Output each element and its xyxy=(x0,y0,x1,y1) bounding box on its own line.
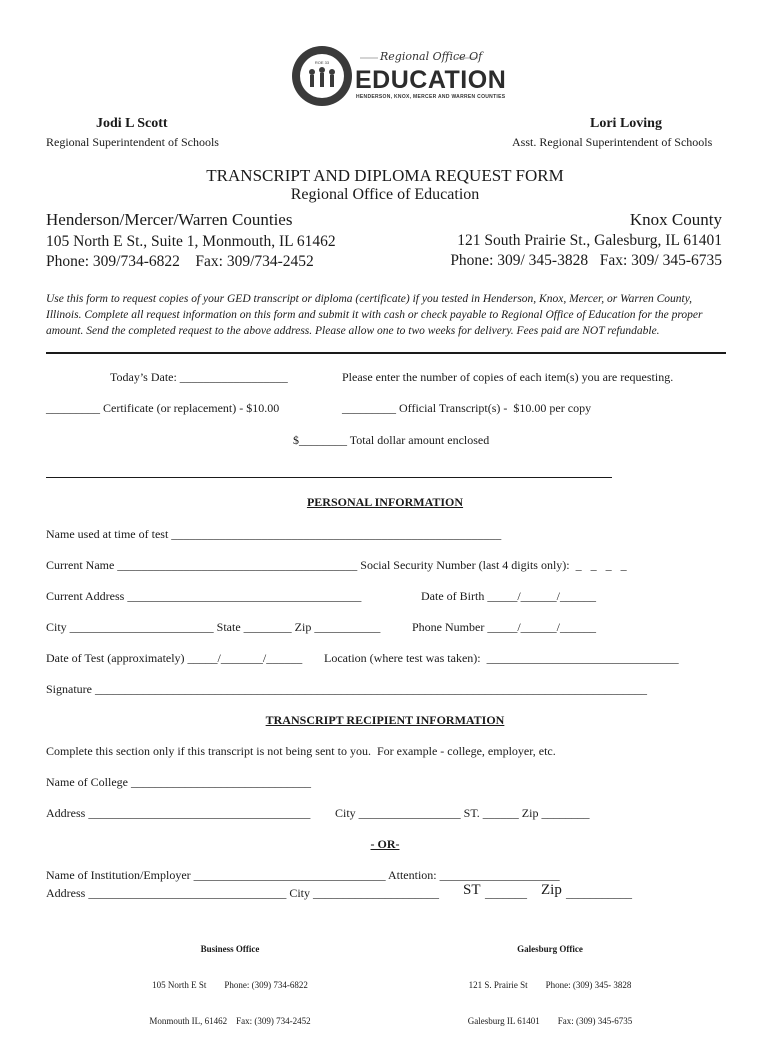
institution-zip-label: Zip xyxy=(541,882,562,898)
divider xyxy=(46,477,612,478)
footer-business-line1: 105 North E St Phone: (309) 734-6822 xyxy=(152,980,308,990)
footer-business-line2: Monmouth IL, 61462 Fax: (309) 734-2452 xyxy=(149,1016,311,1026)
institution-attention-field[interactable]: Name of Institution/Employer ________________________________ Attention: ____________________ xyxy=(46,868,560,882)
superintendent-title: Regional Superintendent of Schools xyxy=(46,135,219,149)
asst-superintendent-title: Asst. Regional Superintendent of Schools xyxy=(512,135,713,149)
superintendent-name: Jodi L Scott xyxy=(96,116,168,131)
footer-galesburg-heading: Galesburg Office xyxy=(517,944,583,954)
city-state-zip-field[interactable]: City ________________________ State ________ Zip ___________ xyxy=(46,620,381,634)
institution-st-field[interactable]: _______ xyxy=(485,886,527,900)
office-right-phone: Phone: 309/ 345-3828 Fax: 309/ 345-6735 xyxy=(450,252,722,269)
footer-galesburg-office xyxy=(440,919,660,1039)
divider xyxy=(46,352,726,354)
logo-subtitle: HENDERSON, KNOX, MERCER AND WARREN COUNTIES xyxy=(356,94,506,100)
college-city-st-zip-field[interactable]: City _________________ ST. ______ Zip ________ xyxy=(335,806,590,820)
instructions-paragraph: Use this form to request copies of your GED transcript or diploma (certificate) if you tested in Henderson, Knox, Mercer, or Warren County, Illinois. Complete all request information on this form and submit it with cash or check payable to Regional Office of Education for the proper amount. Send the completed request to the above address. Please allow one to two weeks for delivery. Fees paid are NOT refundable. xyxy=(46,293,703,337)
name-at-test-field[interactable]: Name used at time of test _______________________________________________________ xyxy=(46,527,502,541)
copies-note: Please enter the number of copies of each item(s) you are requesting. xyxy=(342,370,674,384)
phone-number-field[interactable]: Phone Number _____/______/______ xyxy=(412,620,596,634)
svg-text:ROE 33: ROE 33 xyxy=(314,60,330,65)
footer-galesburg-line1: 121 S. Prairie St Phone: (309) 345- 3828 xyxy=(468,980,632,990)
personal-info-heading: PERSONAL INFORMATION xyxy=(306,495,464,509)
recipient-note: Complete this section only if this transcript is not being sent to you. For example - college, employer, etc. xyxy=(46,744,556,758)
todays-date-field[interactable]: Today’s Date: __________________ xyxy=(110,370,288,384)
asst-superintendent-name: Lori Loving xyxy=(590,116,662,131)
form-subtitle: Regional Office of Education xyxy=(290,186,480,203)
college-address-field[interactable]: Address _____________________________________ xyxy=(46,806,311,820)
institution-zip-field[interactable]: ___________ xyxy=(566,886,632,900)
date-of-test-field[interactable]: Date of Test (approximately) _____/_______/______ xyxy=(46,651,303,665)
institution-address-city-field[interactable]: Address _________________________________ City _____________________ xyxy=(46,886,439,900)
transcript-copies-field[interactable]: _________ Official Transcript(s) - $10.00 per copy xyxy=(342,401,592,415)
office-right-name: Knox County xyxy=(629,210,722,229)
or-separator: - OR- xyxy=(370,837,400,851)
date-of-birth-field[interactable]: Date of Birth _____/______/______ xyxy=(421,589,596,603)
footer-business-heading: Business Office xyxy=(200,944,260,954)
total-amount-field[interactable]: $________ Total dollar amount enclosed xyxy=(293,433,490,447)
recipient-info-heading: TRANSCRIPT RECIPIENT INFORMATION xyxy=(265,713,505,727)
current-name-ssn-field[interactable]: Current Name ________________________________________ Social Security Number (last 4 digits only): _ _ _ _ xyxy=(46,558,627,572)
office-left-name: Henderson/Mercer/Warren Counties xyxy=(46,210,293,229)
college-name-field[interactable]: Name of College ______________________________ xyxy=(46,775,311,789)
form-title: TRANSCRIPT AND DIPLOMA REQUEST FORM xyxy=(206,166,564,185)
logo-script-text: Regional Office Of xyxy=(380,50,483,63)
institution-st-label: ST xyxy=(463,882,481,898)
logo-wordmark: EDUCATION xyxy=(355,66,507,94)
signature-field[interactable]: Signature ____________________________________________________________________________________________ xyxy=(46,682,647,696)
footer-galesburg-line2: Galesburg IL 61401 Fax: (309) 345-6735 xyxy=(467,1016,633,1026)
current-address-field[interactable]: Current Address _______________________________________ xyxy=(46,589,362,603)
footer-business-office xyxy=(130,919,330,1039)
office-left-address: 105 North E St., Suite 1, Monmouth, IL 61462 xyxy=(46,233,336,250)
office-right-address: 121 South Prairie St., Galesburg, IL 61401 xyxy=(457,232,722,249)
certificate-copies-field[interactable]: _________ Certificate (or replacement) - $10.00 xyxy=(46,401,280,415)
test-location-field[interactable]: Location (where test was taken): ________________________________ xyxy=(324,651,679,665)
office-left-phone: Phone: 309/734-6822 Fax: 309/734-2452 xyxy=(46,253,314,270)
